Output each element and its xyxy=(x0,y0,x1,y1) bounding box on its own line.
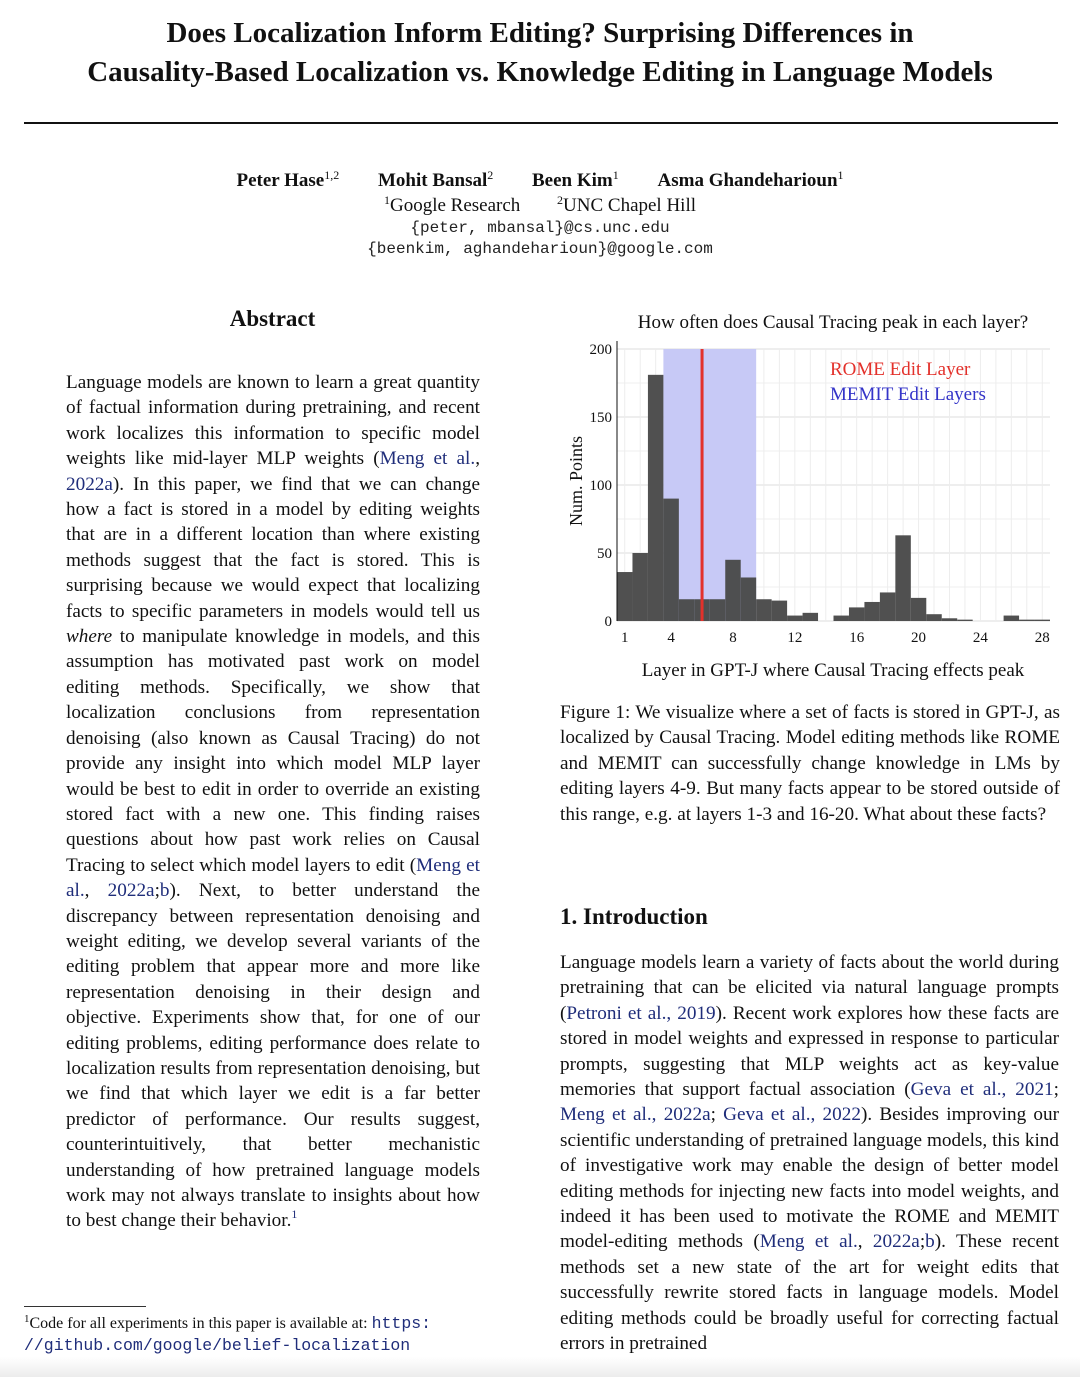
y-tick-label: 0 xyxy=(604,614,612,630)
code-url-link-cont[interactable]: //github.com/google/belief-localization xyxy=(24,1336,411,1355)
bar-layer-20 xyxy=(911,598,926,621)
bar-layer-15 xyxy=(834,616,849,621)
citation-link[interactable]: 2022a xyxy=(107,880,155,902)
bar-layer-21 xyxy=(926,614,941,621)
author-2: Mohit Bansal$^2$ xyxy=(377,168,494,191)
figure-1-caption: Figure 1: We visualize where a set of facts is stored in GPT-J, as localized by Causal Tracing. Model editing methods like ROME and MEMIT can successfully change knowledge in LMs by editing layers 4-9. But many facts appear to be stored outside of this range, e.g. at layers 1-3 and 16-20. What about these facts? xyxy=(560,702,1060,825)
x-tick-label: 12 xyxy=(787,630,803,646)
x-tick-label: 20 xyxy=(911,630,927,646)
footnote: $^1$Code for all experiments in this paper is available at: https: //github.com/google/belief-localization xyxy=(24,1313,432,1355)
bar-layer-28 xyxy=(1035,620,1050,621)
citation-link[interactable]: Meng et al. xyxy=(759,1231,858,1253)
bar-layer-1 xyxy=(617,572,632,621)
author-4: Asma Ghandeharioun$^1$ xyxy=(657,168,844,191)
citation-link[interactable]: b xyxy=(925,1231,935,1253)
legend-memit: MEMIT Edit Layers xyxy=(830,384,986,405)
bar-layer-27 xyxy=(1019,620,1034,621)
bar-layer-13 xyxy=(803,613,818,621)
y-axis-label: Num. Points xyxy=(566,435,586,527)
figure-1-chart xyxy=(558,306,1062,690)
affiliations xyxy=(0,193,1080,218)
y-tick-label: 50 xyxy=(597,546,612,562)
email-line-2: {beenkim, aghandeharioun}@google.com xyxy=(367,240,713,258)
author-3: Been Kim$^1$ xyxy=(532,168,619,191)
y-tick-label: 150 xyxy=(589,410,612,426)
bar-layer-16 xyxy=(849,607,864,621)
citation-link[interactable]: Meng et al. xyxy=(379,448,476,470)
introduction-heading: 1. Introduction xyxy=(560,904,708,929)
bar-layer-7 xyxy=(710,599,725,621)
bar-layer-2 xyxy=(632,553,647,621)
bar-layer-9 xyxy=(741,577,756,621)
title-line-1: Does Localization Inform Editing? Surprising Differences in xyxy=(166,17,914,49)
author-block xyxy=(0,168,1080,260)
bar-layer-3 xyxy=(648,375,663,621)
bar-layer-4 xyxy=(663,499,678,621)
citation-link[interactable]: Geva et al., 2021 xyxy=(910,1079,1054,1101)
code-url-link[interactable]: https: xyxy=(371,1314,432,1333)
x-tick-label: 1 xyxy=(620,630,629,646)
bar-layer-22 xyxy=(942,618,957,621)
email-line-1: {peter, mbansal}@cs.unc.edu xyxy=(410,219,670,237)
author-1: Peter Hase$^{1,2}$ xyxy=(236,168,340,191)
citation-link[interactable]: b xyxy=(159,880,170,902)
citation-link[interactable]: Meng et al. xyxy=(66,854,480,902)
footnote-rule xyxy=(24,1306,146,1307)
x-tick-label: 16 xyxy=(849,630,865,646)
author-names xyxy=(0,168,1080,193)
title-line-2: Causality-Based Localization vs. Knowledge Editing in Language Models xyxy=(87,56,993,88)
x-axis-label: Layer in GPT-J where Causal Tracing effects peak xyxy=(641,660,1025,681)
chart-title: How often does Causal Tracing peak in each layer? xyxy=(637,312,1029,333)
affiliation-1: $^1$Google Research xyxy=(383,193,521,216)
paper-title xyxy=(0,14,1080,92)
x-tick-labels xyxy=(621,630,1050,646)
abstract-heading: Abstract xyxy=(229,306,316,331)
bar-layer-12 xyxy=(787,616,802,621)
citation-link[interactable]: 2022a xyxy=(66,473,113,495)
x-tick-label: 28 xyxy=(1034,630,1050,646)
x-tick-label: 4 xyxy=(667,630,675,646)
y-tick-label: 100 xyxy=(589,478,612,494)
bar-layer-10 xyxy=(756,599,771,621)
affiliation-2: $^2$UNC Chapel Hill xyxy=(557,193,697,216)
citation-link[interactable]: Meng et al., 2022a xyxy=(560,1104,711,1126)
bar-layer-23 xyxy=(957,620,972,621)
emphasis-where: where xyxy=(66,626,113,648)
footnote-marker[interactable]: 1 xyxy=(291,1207,298,1222)
bar-layer-26 xyxy=(1004,616,1019,621)
title-rule xyxy=(24,122,1058,124)
y-tick-label: 200 xyxy=(589,342,612,358)
bar-layer-17 xyxy=(864,602,879,621)
citation-link[interactable]: Geva et al., 2022 xyxy=(723,1104,861,1126)
citation-link[interactable]: Petroni et al., 2019 xyxy=(566,1002,716,1024)
x-tick-label: 8 xyxy=(729,630,737,646)
bar-layer-19 xyxy=(895,535,910,621)
bar-layer-11 xyxy=(772,601,787,621)
citation-link[interactable]: 2022a xyxy=(872,1231,920,1253)
introduction-body: Language models learn a variety of facts about the world during pretraining that can be elicited via natural language prompts (Petroni et al., 2019). Recent work explores how these facts are stored in model weights and expressed in response to particular prompts, suggesting that MLP weights act as key-value memories that support factual association (Geva et al., 2021; Meng et al., 2022a; Geva et al., 2022). Besides improving our scientific understanding of pretrained language models, this kind of investigative work may enable the design of better model editing methods for injecting new facts into model weights, and indeed it has been used to motivate the ROME and MEMIT model-editing methods (Meng et al., 2022a;b). These recent methods set a new state of the art for weight edits that successfully rewrite stored facts in language models. Model editing methods could be broadly useful for correcting factual errors in pretrained xyxy=(560,952,1059,1355)
bar-layer-5 xyxy=(679,599,694,621)
bar-layer-18 xyxy=(880,592,895,621)
page-bottom-edge xyxy=(0,1357,1080,1377)
x-tick-label: 24 xyxy=(972,630,988,646)
abstract-body: Language models are known to learn a great quantity of factual information during pretraining, and recent work localizes this information to specific model weights like mid-layer MLP weights (Meng et al., 2022a). In this paper, we find that we can change how a fact is stored in a model by editing weights that are in a different location than where existing methods suggest that the fact is stored. This is surprising because we would expect that localizing facts to specific parameters in models would tell us where to manipulate knowledge in models, and this assumption has motivated past work on model editing methods. Specifically, we show that localization conclusions from representation denoising (also known as Causal Tracing) do not provide any insight into which model MLP layer would be best to edit in order to override an existing stored fact with a new one. This finding raises questions about how past work relies on Causal Tracing to select which model layers to edit (Meng et al., 2022a;b). Next, to better understand the discrepancy between representation denoising and weight editing, we develop several variants of the editing problem that appear more and more like representation denoising in their design and objective. Experiments show that, for one of our editing problems, editing performance does relate to localization results from representation denoising, but we find that which layer we edit is a far better predictor of performance. Our results suggest, counterintuitively, that better mechanistic understanding of how pretrained language models work may not always translate to insights about how to best change their behavior.$^1$ xyxy=(66,372,481,1232)
bar-layer-8 xyxy=(725,560,740,621)
legend-rome: ROME Edit Layer xyxy=(830,359,971,380)
y-tick-labels xyxy=(590,342,613,630)
